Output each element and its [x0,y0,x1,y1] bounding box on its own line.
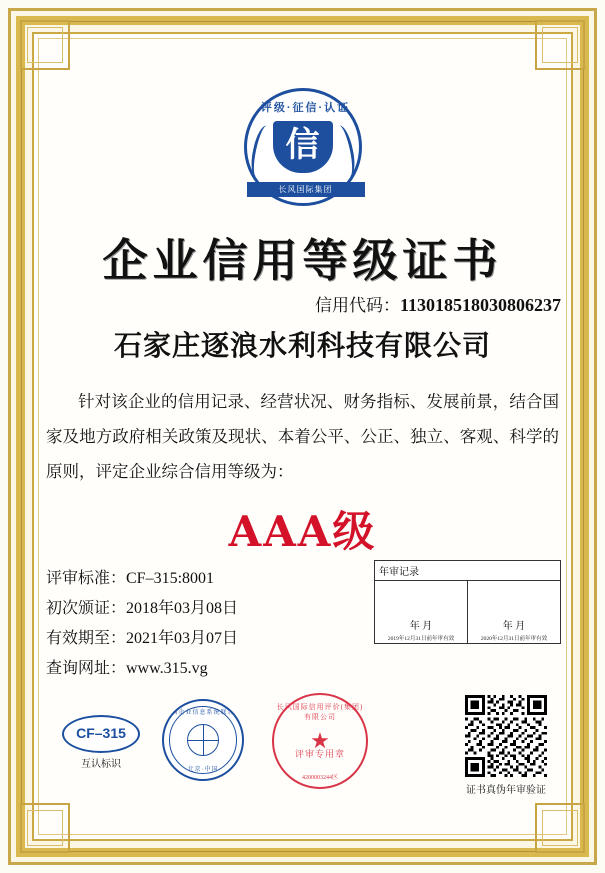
red-seal-mid-text: 评审专用章 [294,749,345,759]
blue-round-seal [162,699,244,781]
red-seal-number: 4200003244区 [301,775,338,781]
red-seal-top-text: 长风国际信用评价(集团)有限公司 [276,703,364,721]
seals-row [44,691,561,811]
company-name: 石家庄逐浪水利科技有限公司 [113,331,491,362]
organization-logo [237,88,369,206]
annual-review-box [374,560,561,644]
statement-paragraph [46,384,559,489]
certificate-content [44,44,561,829]
logo-bottom-text: 长风国际集团 [247,182,365,197]
credit-grade: AAA级 [228,507,377,556]
credit-code-line [315,291,561,316]
annual-review-cell [467,581,560,643]
logo-circle-icon [244,88,362,206]
qr-code-icon[interactable] [465,695,547,777]
annual-review-year-month: 年 月 [409,621,433,632]
logo-arc-text: 评级·征信·认证 [260,102,351,114]
paragraph-text: 针对该企业的信用记录、经营状况、财务指标、发展前景，结合国家及地方政府相关政策及现状、本着公平、公正、独立、客观、科学的原则，评定企业综合信用等级为： [46,392,559,481]
star-icon: ★ [310,728,330,753]
globe-icon [187,724,219,756]
annual-review-note: 2020年12月31日前年审有效 [480,636,548,642]
annual-review-cell [375,581,467,643]
detail-standard: 评审标准：CF–315:8001 [46,570,215,587]
credit-code-label: 信用代码： [314,296,400,315]
qr-caption: 证书真伪年审验证 [466,785,546,796]
qr-code-block[interactable] [465,695,547,796]
cf315-caption: 互认标识 [81,759,121,770]
detail-first-issue: 初次颁证：2018年03月08日 [46,600,239,617]
detail-website: 查询网址：www.315.vg [46,660,208,677]
annual-review-title: 年审记录 [375,561,560,581]
annual-review-cells [375,581,560,643]
blue-seal-icon [162,699,244,781]
wheat-left-icon [247,124,274,178]
red-round-seal [272,693,368,789]
annual-review-note: 2019年12月31日前年审有效 [387,636,455,642]
credit-code-value: 113018518030806237 [399,295,561,315]
blue-seal-top-text: 中国企业信息系统联合会 [164,710,242,716]
red-seal-icon [272,693,368,789]
page-title: 企业信用等级证书 [102,234,503,287]
annual-review-year-month: 年 月 [502,621,526,632]
blue-seal-bottom-text: 北京·中国 [187,767,219,773]
cf315-mark [62,715,140,770]
logo-shield-icon: 信 [273,121,333,173]
details-block [46,564,238,684]
wheat-right-icon [330,124,357,178]
cf315-badge-icon: CF–315 [62,715,140,753]
detail-valid-until: 有效期至：2021年03月07日 [46,630,239,647]
